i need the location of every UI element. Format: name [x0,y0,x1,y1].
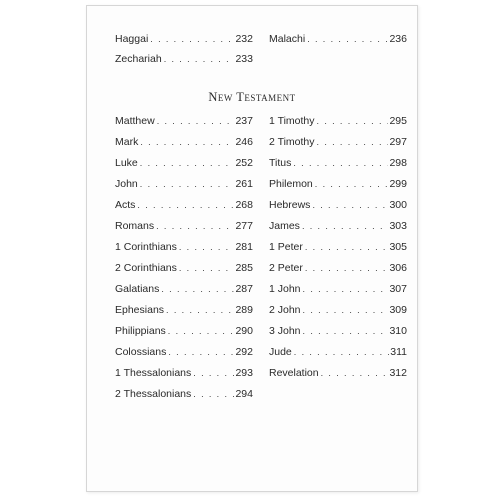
book-name: John [115,178,138,190]
book-name: 2 Peter [269,262,303,274]
page-number: 299 [389,178,407,190]
page-number: 289 [235,304,253,316]
page-number: 305 [389,241,407,253]
leader-dots [164,51,235,67]
page-number: 268 [235,199,253,211]
page-number: 290 [235,325,253,337]
toc-entry [269,176,407,192]
page-number: 311 [390,346,407,358]
book-name: Colossians [115,346,167,358]
leader-dots [302,218,389,234]
book-name: Mark [115,136,139,148]
book-name: 3 John [269,325,301,337]
leader-dots [161,281,234,297]
leader-dots [166,302,234,318]
toc-entry [115,134,253,150]
book-name: 1 Peter [269,241,303,253]
page-number: 277 [235,220,253,232]
page-number: 236 [389,33,407,45]
toc-entry [269,155,407,171]
toc-entry [269,113,407,129]
leader-dots [156,218,234,234]
page-number: 297 [389,136,407,148]
book-name: 2 Timothy [269,136,315,148]
leader-dots [140,155,235,171]
book-name: 1 John [269,283,301,295]
leader-dots [137,197,234,213]
toc-entry [115,176,253,192]
leader-dots [150,31,234,47]
book-name: Luke [115,157,138,169]
book-name: Ephesians [115,304,165,316]
book-name: 2 Corinthians [115,262,177,274]
leader-dots [193,386,234,402]
page-number: 303 [389,220,407,232]
leader-dots [293,155,388,171]
page-number: 261 [235,178,253,190]
toc-entry [115,51,253,67]
toc-entry [269,344,407,360]
toc-entry [115,323,253,339]
toc-entry [269,197,407,213]
toc-entry [115,218,253,234]
book-name: Romans [115,220,155,232]
book-name: Jude [269,346,292,358]
leader-dots [193,365,234,381]
toc-entry [115,344,253,360]
page-number: 237 [235,115,253,127]
leader-dots [140,176,235,192]
book-name: Titus [269,157,292,169]
page-number: 306 [389,262,407,274]
page-number: 292 [235,346,253,358]
page-number: 293 [235,367,253,379]
section-heading: New Testament [208,90,296,104]
leader-dots [303,302,389,318]
page-number: 294 [235,388,253,400]
book-page [86,5,418,492]
leader-dots [294,344,389,360]
book-name: 1 Corinthians [115,241,177,253]
toc-entry [269,134,407,150]
toc-entry [269,365,407,381]
page-number: 232 [235,33,253,45]
page-number: 285 [235,262,253,274]
leader-dots [305,260,389,276]
book-name: Malachi [269,33,306,45]
toc-entry [269,239,407,255]
leader-dots [317,113,389,129]
leader-dots [307,31,388,47]
book-name: Galatians [115,283,160,295]
page-number: 252 [235,157,253,169]
leader-dots [315,176,389,192]
leader-dots [179,260,235,276]
toc-entry [115,31,253,47]
toc-entry [269,281,407,297]
page-number: 300 [389,199,407,211]
page-number: 295 [389,115,407,127]
leader-dots [321,365,389,381]
page-number: 287 [235,283,253,295]
toc-entry [269,31,407,47]
page-number: 307 [389,283,407,295]
leader-dots [179,239,235,255]
leader-dots [303,281,389,297]
page-number: 310 [389,325,407,337]
book-name: 1 Timothy [269,115,315,127]
leader-dots [140,134,234,150]
toc-entry [269,323,407,339]
book-name: 2 Thessalonians [115,388,192,400]
page-number: 309 [389,304,407,316]
page-number: 246 [235,136,253,148]
toc-entry [115,197,253,213]
book-name: Philemon [269,178,313,190]
book-name: Revelation [269,367,319,379]
toc-entry [115,365,253,381]
book-name: Acts [115,199,136,211]
page-number: 281 [235,241,253,253]
toc-entry [269,302,407,318]
book-name: 2 John [269,304,301,316]
leader-dots [312,197,388,213]
book-name: James [269,220,300,232]
book-name: Zechariah [115,53,162,65]
leader-dots [303,323,389,339]
book-name: Hebrews [269,199,311,211]
page-number: 312 [389,367,407,379]
toc-entry [115,239,253,255]
book-name: Haggai [115,33,149,45]
toc-entry [115,281,253,297]
toc-entry [115,113,253,129]
book-name: Philippians [115,325,166,337]
leader-dots [168,323,235,339]
book-name: 1 Thessalonians [115,367,192,379]
leader-dots [305,239,389,255]
page-number: 233 [235,53,253,65]
leader-dots [157,113,235,129]
book-name: Matthew [115,115,155,127]
toc-entry [115,155,253,171]
toc-entry [115,302,253,318]
toc-entry [115,260,253,276]
leader-dots [168,344,234,360]
toc-entry [269,218,407,234]
toc-entry [269,260,407,276]
toc-entry [115,386,253,402]
page-number: 298 [389,157,407,169]
leader-dots [317,134,389,150]
